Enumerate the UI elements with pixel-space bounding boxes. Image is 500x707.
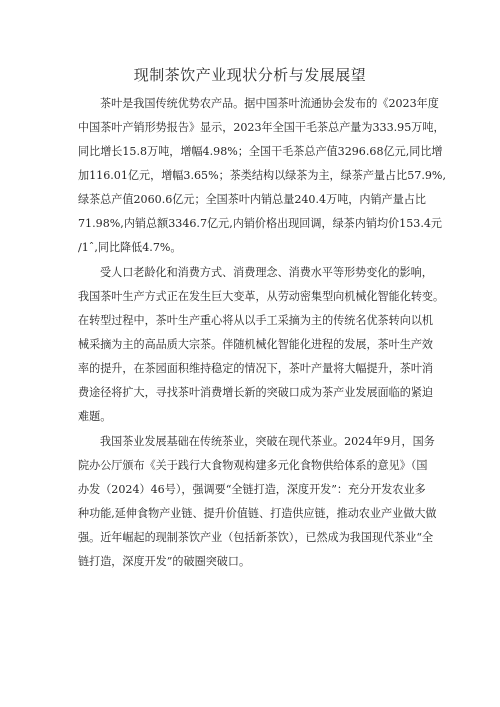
paragraph-line: 费途径将扩大，寻找茶叶消费增长新的突破口成为茶产业发展面临的紧迫: [78, 386, 434, 399]
paragraph-line: 绿茶总产值2060.6亿元；全国茶叶内销总量240.4万吨，内销产量占比: [78, 193, 426, 206]
paragraph-line: /1ˆ,同比降低4.7%。: [78, 241, 182, 254]
paragraph-line: 受人口老龄化和消费方式、消费理念、消费水平等形势变化的影响，: [100, 266, 433, 279]
paragraph-line: 中国茶叶产销形势报告》显示，2023年全国干毛茶总产量为333.95万吨，: [78, 121, 445, 134]
paragraph-line: 院办公厅颁布《关于践行大食物观构建多元化食物供给体系的意见》（国: [78, 459, 428, 472]
paragraph-line: 在转型过程中，茶叶生产重心将从以手工采摘为主的传统名优茶转向以机: [78, 314, 434, 327]
paragraph-line: 链打造，深度开发”的破圈突破口。: [78, 555, 251, 568]
paragraph-line: 同比增长15.8万吨，增幅4.98%；全国干毛茶总产值3296.68亿元,同比增: [78, 145, 443, 158]
paragraph-line: 难题。: [78, 410, 112, 423]
paragraph-line: 71.98%,内销总额3346.7亿元,内销价格出现回调，绿茶内销均价153.4元: [78, 217, 442, 230]
document-title: 现制茶饮产业现状分析与发展展望: [133, 66, 367, 84]
paragraph-line: 茶叶是我国传统优势农产品。据中国茶叶流通协会发布的《2023年度: [100, 97, 439, 110]
paragraph-line: 械采摘为主的高品质大宗茶。伴随机械化智能化进程的发展，茶叶生产效: [78, 338, 434, 351]
paragraph-line: 率的提升，在茶园面积维持稳定的情况下，茶叶产量将大幅提升，茶叶消: [78, 362, 434, 375]
paragraph-line: 办发（2024）46号），强调要“全链打造，深度开发”：充分开发农业多: [78, 483, 426, 496]
paragraph-line: 种功能,延伸食物产业链、提升价值链、打造供应链，推动农业产业做大做: [78, 507, 437, 520]
paragraph-line: 我国茶业发展基础在传统茶业，突破在现代茶业。2024年9月，国务: [100, 435, 435, 448]
paragraph-line: 加116.01亿元，增幅3.65%；茶类结构以绿茶为主，绿茶产量占比57.9%,: [78, 169, 446, 182]
paragraph-line: 强。近年崛起的现制茶饮产业（包括新茶饮），已然成为我国现代茶业“全: [78, 531, 434, 544]
paragraph-line: 我国茶叶生产方式正在发生巨大变革，从劳动密集型向机械化智能化转变。: [78, 290, 445, 303]
